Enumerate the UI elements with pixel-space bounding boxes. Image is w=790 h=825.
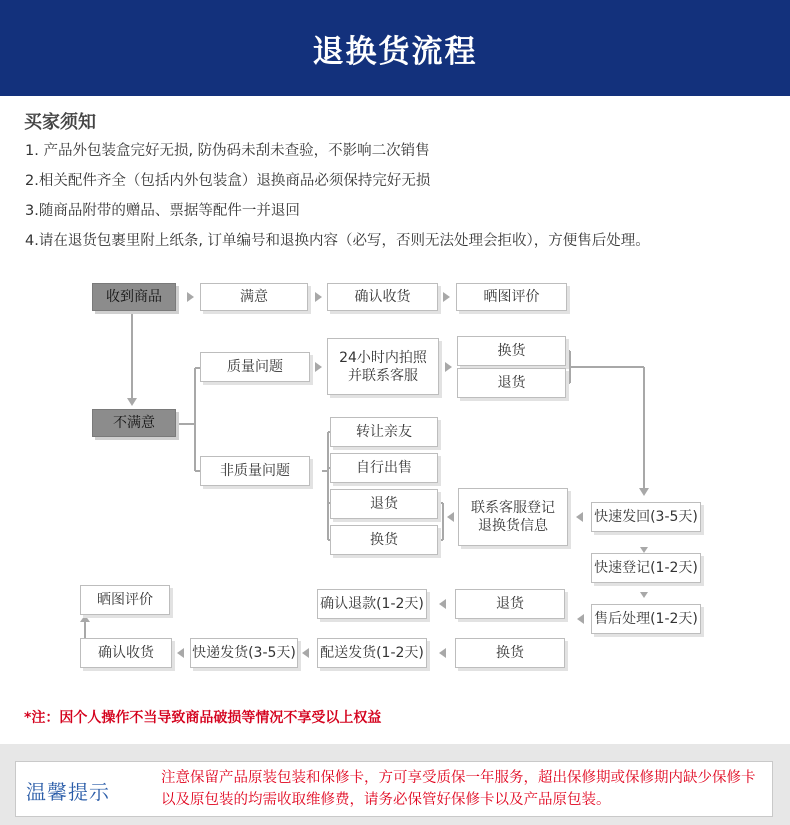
step-express-ship: 快递发货(3-5天)	[190, 638, 298, 668]
warning-note: *注：因个人操作不当导致商品破损等情况不享受以上权益	[24, 710, 382, 726]
step-photo-contact: 24小时内拍照 并联系客服	[327, 338, 439, 395]
step-confirm-refund: 确认退款(1-2天)	[317, 589, 427, 619]
step-resell: 自行出售	[330, 453, 438, 483]
step-received: 收到商品	[92, 283, 176, 311]
step-unsatisfied: 不满意	[92, 409, 176, 437]
step-fast-register: 快速登记(1-2天)	[591, 553, 701, 583]
step-bottom-review: 晒图评价	[80, 585, 170, 615]
step-confirm-receipt: 确认收货	[327, 283, 438, 311]
notice-item-1: 1. 产品外包装盒完好无损, 防伪码未刮未查验，不影响二次销售	[25, 143, 430, 159]
step-transfer-friends: 转让亲友	[330, 417, 438, 447]
footer-tip-box	[15, 761, 773, 817]
step-bottom-return: 退货	[455, 589, 565, 619]
notice-title: 买家须知	[24, 112, 96, 133]
step-quality-return: 退货	[457, 368, 566, 398]
step-satisfied: 满意	[200, 283, 308, 311]
step-non-quality-issue: 非质量问题	[200, 456, 310, 486]
step-non-quality-return: 退货	[330, 489, 438, 519]
step-express-return: 快速发回(3-5天)	[591, 502, 701, 532]
step-contact-register: 联系客服登记 退换货信息	[458, 488, 568, 546]
step-delivery-ship: 配送发货(1-2天)	[317, 638, 427, 668]
step-aftersale: 售后处理(1-2天)	[591, 604, 701, 634]
footer-label: 温馨提示	[26, 780, 110, 804]
step-bottom-confirm-receipt: 确认收货	[80, 638, 172, 668]
notice-item-4: 4.请在退货包裹里附上纸条, 订单编号和退换内容（必写，否则无法处理会拒收），方便售后处理。	[25, 233, 650, 249]
step-quality-issue: 质量问题	[200, 352, 310, 382]
notice-item-2: 2.相关配件齐全（包括内外包装盒）退换商品必须保持完好无损	[25, 173, 431, 189]
step-review: 晒图评价	[456, 283, 567, 311]
notice-item-3: 3.随商品附带的赠品、票据等配件一并退回	[25, 203, 300, 219]
step-quality-exchange: 换货	[457, 336, 566, 366]
footer-text: 注意保留产品原装包装和保修卡，方可享受质保一年服务，超出保修期或保修期内缺少保修卡以及原包装的均需收取维修费，请务必保管好保修卡以及产品原包装。	[161, 770, 756, 808]
step-non-quality-exchange: 换货	[330, 525, 438, 555]
step-bottom-exchange: 换货	[455, 638, 565, 668]
page-title: 退换货流程	[312, 34, 478, 70]
